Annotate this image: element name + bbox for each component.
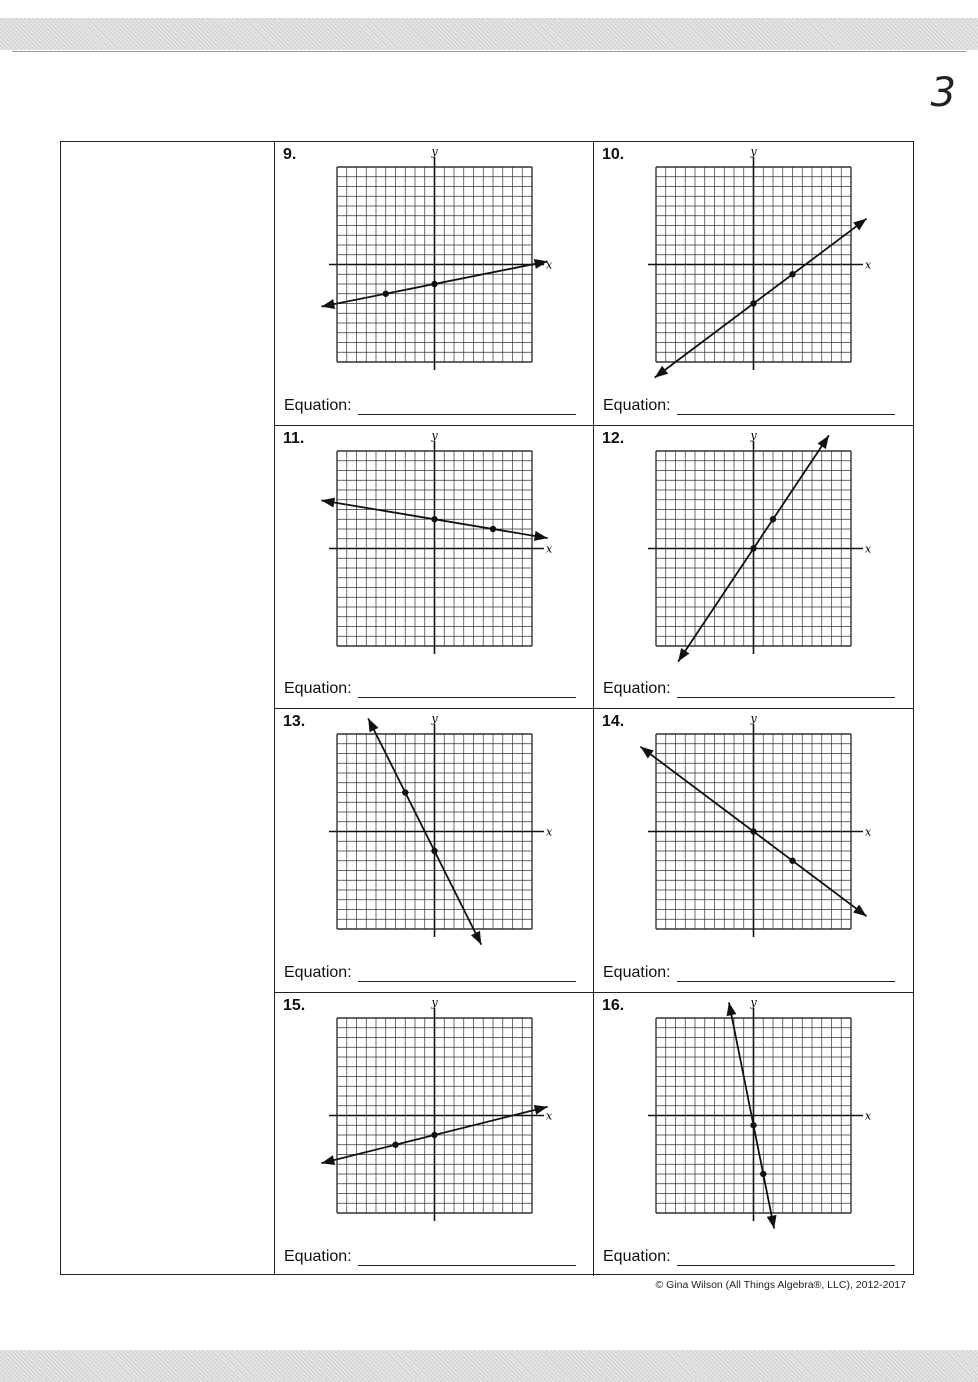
equation-label: Equation: <box>603 1248 671 1265</box>
plotted-point <box>750 545 756 551</box>
x-axis-label: x <box>865 825 872 839</box>
copyright-notice: © Gina Wilson (All Things Algebra®, LLC), 2012-2017 <box>655 1279 906 1291</box>
y-axis-label: y <box>750 428 757 442</box>
arrowhead-start <box>321 1155 335 1165</box>
problem-9 <box>275 142 594 426</box>
x-axis-label: x <box>865 258 872 272</box>
problem-16 <box>594 993 913 1277</box>
arrowhead-start <box>678 648 689 662</box>
x-axis-label: x <box>865 1109 872 1122</box>
problem-14 <box>594 709 913 993</box>
plotted-point <box>770 516 776 522</box>
y-axis-label: y <box>431 145 438 158</box>
plotted-point <box>750 828 756 834</box>
equation-label: Equation: <box>603 963 671 981</box>
plotted-point <box>750 300 756 306</box>
arrowhead-end <box>767 1214 777 1228</box>
problem-number: 12. <box>602 429 625 447</box>
plotted-point <box>750 1122 756 1128</box>
equation-row <box>284 1248 576 1266</box>
plotted-point <box>431 281 437 287</box>
arrowhead-start <box>321 497 335 507</box>
y-axis-label: y <box>750 712 757 725</box>
top-scan-band <box>0 18 978 50</box>
problem-number: 16. <box>602 996 625 1014</box>
top-rule <box>12 51 966 52</box>
equation-label: Equation: <box>603 680 671 697</box>
arrowhead-start <box>640 747 653 759</box>
arrowhead-end <box>818 435 829 449</box>
y-axis-label: y <box>750 995 757 1009</box>
coordinate-grid <box>594 426 912 709</box>
problem-13 <box>275 709 594 993</box>
coordinate-grid <box>594 993 912 1276</box>
equation-answer-blank[interactable] <box>677 683 895 698</box>
plotted-point <box>431 1131 437 1137</box>
y-axis-label: y <box>431 712 438 725</box>
equation-answer-blank[interactable] <box>358 400 576 415</box>
problem-number: 13. <box>283 713 306 730</box>
arrowhead-end <box>534 531 548 541</box>
coordinate-grid <box>275 426 593 709</box>
arrowhead-start <box>655 366 668 378</box>
plotted-point <box>490 525 496 531</box>
x-axis-label: x <box>546 258 553 272</box>
equation-label: Equation: <box>284 680 352 697</box>
equation-row <box>284 397 576 415</box>
y-axis-label: y <box>750 145 757 158</box>
equation-row <box>603 680 895 698</box>
x-axis-label: x <box>546 1109 553 1122</box>
equation-row <box>284 964 576 982</box>
problem-15 <box>275 993 594 1277</box>
equation-answer-blank[interactable] <box>358 1251 576 1266</box>
arrowhead-end <box>853 219 866 231</box>
arrowhead-start <box>368 718 378 732</box>
equation-row <box>603 1248 895 1266</box>
arrowhead-start <box>727 1002 737 1016</box>
worksheet-table <box>60 141 914 1275</box>
equation-label: Equation: <box>284 396 352 414</box>
problem-number: 11. <box>283 429 305 447</box>
coordinate-grid <box>275 709 593 992</box>
equation-row <box>603 397 895 415</box>
arrowhead-start <box>321 299 335 309</box>
plotted-point <box>402 789 408 795</box>
problem-12 <box>594 426 913 710</box>
problem-number: 14. <box>602 713 625 730</box>
plotted-point <box>789 271 795 277</box>
equation-row <box>603 964 895 982</box>
graphed-line <box>655 219 867 378</box>
equation-answer-blank[interactable] <box>677 400 895 415</box>
plotted-point <box>392 1141 398 1147</box>
plotted-point <box>383 291 389 297</box>
bottom-scan-band <box>0 1350 978 1382</box>
arrowhead-end <box>853 905 866 917</box>
equation-label: Equation: <box>603 396 671 414</box>
x-axis-label: x <box>546 542 553 555</box>
problem-number: 15. <box>283 996 306 1014</box>
coordinate-grid <box>594 709 912 992</box>
equation-answer-blank[interactable] <box>358 967 576 982</box>
equation-label: Equation: <box>284 1248 352 1265</box>
coordinate-grid <box>594 142 912 425</box>
y-axis-label: y <box>431 428 438 442</box>
plotted-point <box>760 1170 766 1176</box>
plotted-point <box>789 858 795 864</box>
plotted-point <box>431 848 437 854</box>
x-axis-label: x <box>546 825 553 839</box>
work-space-column <box>61 142 275 1274</box>
equation-answer-blank[interactable] <box>677 1251 895 1266</box>
arrowhead-end <box>471 931 481 945</box>
problem-number: 10. <box>602 146 625 163</box>
equation-row <box>284 680 576 698</box>
plotted-point <box>431 516 437 522</box>
y-axis-label: y <box>431 995 438 1009</box>
coordinate-grid <box>275 993 593 1276</box>
equation-label: Equation: <box>284 963 352 981</box>
equation-answer-blank[interactable] <box>677 967 895 982</box>
page-number: 3 <box>930 70 956 116</box>
coordinate-grid <box>275 142 593 425</box>
x-axis-label: x <box>865 542 872 555</box>
problem-11 <box>275 426 594 710</box>
problem-10 <box>594 142 913 426</box>
equation-answer-blank[interactable] <box>358 683 576 698</box>
problem-number: 9. <box>283 146 297 163</box>
